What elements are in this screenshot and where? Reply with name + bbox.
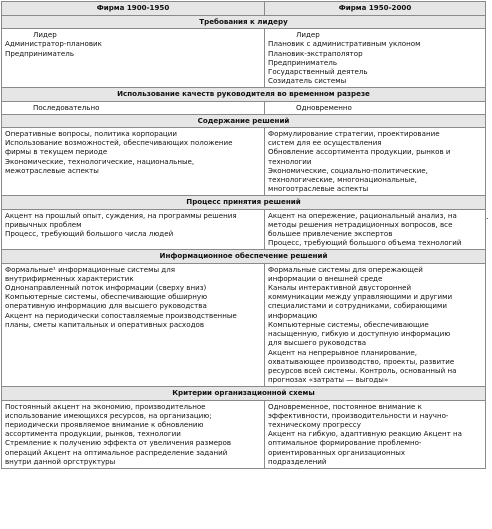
right-cell-decision-content [265,128,486,196]
cell-line: Одновременное, постоянное внимание к [268,401,422,411]
section-title-org-criteria: Критерии организационной схемы [2,387,486,400]
cell-line: Формальные¹ информационные системы для [5,264,176,274]
cell-line: внутри данной оргструктуры [5,456,116,466]
cell-line: Стремление к получению эффекта от увеличения размеров [5,438,232,448]
cell-line: для высшего руководства [268,338,367,348]
section-header-row [2,88,486,101]
cell-line: Компьютерные системы, обеспечивающие обширную [5,292,208,302]
cell-line: систем для ее осуществления [268,138,382,148]
left-cell-org-criteria [2,400,265,468]
cell-line: Однонаправленный поток информации (сверху вниз) [5,283,207,293]
cell-line: операций Акцент на оптимальное распределение заданий [5,447,228,457]
section-title-info-support: Информационное обеспечение решений [2,250,486,263]
cell-line: методы решения нетрадиционных вопросов, все [268,219,453,229]
section-content-row [2,209,486,250]
cell-line: Государственный деятель [268,67,368,77]
header-row [2,2,486,16]
cell-line: планы, сметы капитальных и оперативных расходов [5,319,205,329]
cell-line: эффективности, производительности и научно- [268,410,449,420]
cell-line: использование имеющихся ресурсов, на организацию; [5,410,212,420]
cell-line: Каналы интерактивной двусторонней [268,283,412,293]
cell-line: привычных проблем [5,219,82,229]
left-cell-leader-requirements [2,29,265,88]
cell-line: ассортимента продукции, рынков, технологии [5,429,181,439]
comparison-table [1,1,486,469]
cell-line: Акцент на периодически сопоставляемые производственные [5,310,237,320]
column-header-1950-2000: Фирма 1950-2000 [265,2,486,16]
section-content-row [2,29,486,88]
cell-line: Плановик-экстраполятор [268,48,363,58]
cell-line: фирмы в текущем периоде [5,147,108,157]
cell-line: технологии [268,156,312,166]
cell-line: Использование возможностей, обеспечивающих положение [5,138,233,148]
cell-line: большее привлечение экспертов [268,229,393,239]
cell-line: Плановик с административным уклоном [268,39,421,49]
cell-line: подразделений [268,456,327,466]
cell-line: Процесс, требующий большого числа людей [5,229,174,239]
cell-line: Оперативные вопросы, политика корпорации [5,129,177,139]
cell-line: Процесс, требующий большого объема технологий [268,238,462,248]
cell-line: информацию [268,310,318,320]
left-cell-decision-process [2,209,265,250]
cell-line: Созидатель системы [268,76,347,86]
cell-line: Последовательно [33,102,100,112]
column-header-1900-1950: Фирма 1900-1950 [2,2,265,16]
section-header-row [2,387,486,400]
cell-line: технологические, многонациональные, [268,175,417,185]
cell-line: Постоянный акцент на экономию, производительное [5,401,206,411]
cell-line: насыщенную, гибкую и доступную информацию [268,329,451,339]
cell-line: коммуникации между управляющими и другими [268,292,453,302]
left-cell-time-use [2,101,265,114]
cell-line: ресурсов всей системы. Контроль, основанный на [268,365,457,375]
section-content-row [2,128,486,196]
cell-line: межотраслевые аспекты [5,165,99,175]
section-title-decision-content: Содержание решений [2,114,486,127]
cell-line: Формулирование стратегии, проектирование [268,129,440,139]
cell-line: периодически проявляемое внимание к обновлению [5,419,204,429]
section-content-row [2,101,486,114]
cell-line: Лидер [296,30,320,40]
section-title-leader-requirements: Требования к лидеру [2,16,486,29]
section-title-decision-process: Процесс принятия решений [2,196,486,209]
section-header-row [2,16,486,29]
right-cell-time-use [265,101,486,114]
cell-line: информации о внешней среде [268,273,383,283]
cell-line: оперативную информацию для высшего руководства [5,301,207,311]
cell-line: многоотраслевые аспекты [268,184,369,194]
cell-line: Компьютерные системы, обеспечивающие [268,319,429,329]
cell-line: Акцент на опережение, рациональный анализ, на [268,210,457,220]
right-cell-info-support [265,263,486,387]
cell-line: ориентированных организационных [268,447,406,457]
section-title-time-use: Использование качеств руководителя во временном разрезе [2,88,486,101]
section-content-row [2,263,486,387]
cell-line: специалистами и сотрудниками, собирающими [268,301,447,311]
cell-line: Акцент на прошлый опыт, суждения, на программы решения [5,210,237,220]
left-cell-decision-content [2,128,265,196]
cell-line: Одновременно [296,102,352,112]
cell-line: Предприниматель [5,48,75,58]
cell-line: Акцент на гибкую, адаптивную реакцию Акцент на [268,429,462,439]
section-header-row [2,250,486,263]
cell-line: оптимальное формирование проблемно- [268,438,422,448]
cell-line: Формальные системы для опережающей [268,264,423,274]
right-cell-decision-process [265,209,486,250]
cell-line: Акцент на непрерывное планирование, [268,347,417,357]
left-cell-info-support [2,263,265,387]
cell-line: техническому прогрессу [268,419,361,429]
cell-line: Лидер [33,30,57,40]
cell-line: Предприниматель [268,57,338,67]
section-content-row [2,400,486,468]
cell-line: Экономические, социально-политические, [268,165,428,175]
cell-line: прогнозах «затраты — выгоды» [268,375,389,385]
section-header-row [2,196,486,209]
right-cell-org-criteria [265,400,486,468]
cell-line: Администратор-плановик [5,39,102,49]
cell-line: охватывающее производство, проекты, развитие [268,356,455,366]
cell-line: Экономические, технологические, национальные, [5,156,195,166]
right-cell-leader-requirements [265,29,486,88]
cell-line: внутрифирменных характеристик [5,273,134,283]
cell-line: Обновление ассортимента продукции, рынков и [268,147,451,157]
section-header-row [2,114,486,127]
margin-dot: . [486,212,489,221]
